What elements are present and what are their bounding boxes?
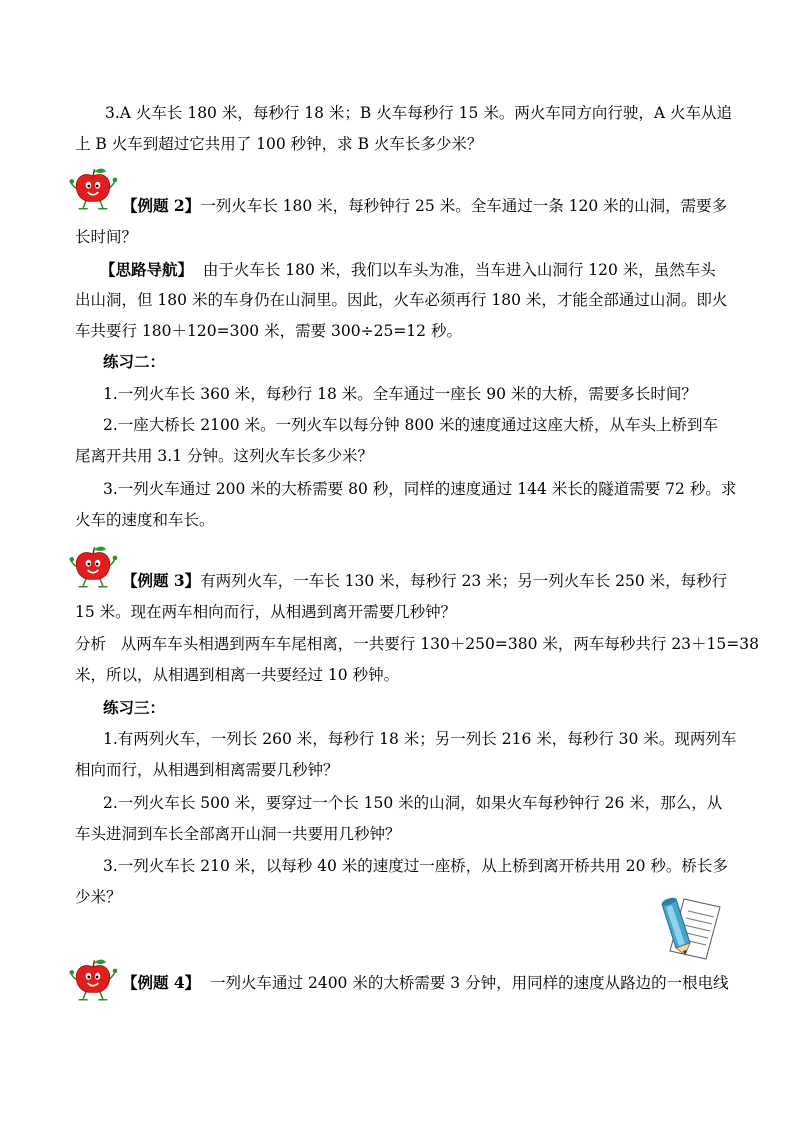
example2-line1	[122, 196, 727, 216]
exercise2-q3-line2: 火车的速度和车长。	[75, 511, 215, 529]
exercise3-q1-line2: 相向而行，从相遇到相离需要几秒钟？	[75, 761, 339, 779]
example4-text: 一列火车通过 2400 米的大桥需要 3 分钟，用同样的速度从路边的一根电线	[210, 974, 729, 992]
guide-title: 【思路导航】	[100, 260, 194, 279]
analysis-text: 从两车车头相遇到两车车尾相离，一共要行 130＋250=380 米，两车每秒共行 23＋15=38	[120, 635, 759, 653]
problem3-line2: 上 B 火车到超过它共用了 100 秒钟，求 B 火车长多少米？	[75, 135, 483, 153]
example3-text: 有两列火车，一车长 130 米，每秒行 23 米；另一列火车长 250 米，每秒行	[200, 572, 728, 590]
apple-mascot-icon	[62, 545, 124, 589]
analysis-line1	[75, 634, 759, 654]
apple-mascot-icon	[62, 167, 124, 211]
example4-title: 【例题 4】	[122, 973, 201, 992]
example3-line1	[122, 571, 727, 591]
exercise2-q1: 1.一列火车长 360 米，每秒行 18 米。全车通过一座长 90 米的大桥，需要多长时间？	[103, 385, 697, 403]
example4-line1	[122, 973, 729, 993]
exercise3-q3-line1: 3.一列火车长 210 米，以每秒 40 米的速度过一座桥，从上桥到离开桥共用 20 秒。桥长多	[103, 857, 728, 875]
example2-title: 【例题 2】	[122, 196, 201, 215]
analysis-label: 分析	[75, 635, 107, 653]
apple-mascot-icon	[62, 958, 124, 1002]
guide-line2: 出山洞，但 180 米的车身仍在山洞里。因此，火车必须再行 180 米，才能全部通过山洞。即火	[75, 291, 728, 309]
pencil-paper-icon	[660, 895, 722, 961]
exercise2-q3-line1: 3.一列火车通过 200 米的大桥需要 80 秒，同样的速度通过 144 米长的隧道需要 72 秒。求	[103, 480, 737, 498]
example3-line2: 15 米。现在两车相向而行，从相遇到离开需要几秒钟？	[75, 603, 457, 621]
example2-text: 一列火车长 180 米，每秒钟行 25 米。全车通过一条 120 米的山洞，需要多	[200, 197, 728, 215]
exercise3-q1-line1: 1.有两列火车，一列长 260 米，每秒行 18 米；另一列长 216 米，每秒行 30 米。现两列车	[103, 730, 737, 748]
exercise3-q3-line2: 少米？	[75, 888, 122, 906]
exercise2-q2-line2: 尾离开共用 3.1 分钟。这列火车长多少米？	[75, 447, 374, 465]
analysis-line2: 米，所以，从相遇到相离一共要经过 10 秒钟。	[75, 666, 400, 684]
problem3-line1: 3.A 火车长 180 米，每秒行 18 米；B 火车每秒行 15 米。两火车同方向行驶，A 火车从追	[105, 104, 732, 122]
guide-line3: 车共要行 180＋120=300 米，需要 300÷25=12 秒。	[75, 322, 462, 340]
exercise3-title: 练习三：	[103, 698, 166, 717]
example3-title: 【例题 3】	[122, 571, 201, 590]
guide-text: 由于火车长 180 米，我们以车头为准，当车进入山洞行 120 米，虽然车头	[202, 261, 716, 279]
exercise2-q2-line1: 2.一座大桥长 2100 米。一列火车以每分钟 800 米的速度通过这座大桥，从车头上桥到车	[103, 416, 719, 434]
guide-line1	[100, 260, 716, 280]
exercise2-title: 练习二：	[103, 352, 166, 371]
example2-line2: 长时间？	[75, 228, 138, 246]
exercise3-q2-line2: 车头进洞到车长全部离开山洞一共要用几秒钟？	[75, 825, 401, 843]
exercise3-q2-line1: 2.一列火车长 500 米，要穿过一个长 150 米的山洞，如果火车每秒钟行 26 米，那么，从	[103, 794, 723, 812]
